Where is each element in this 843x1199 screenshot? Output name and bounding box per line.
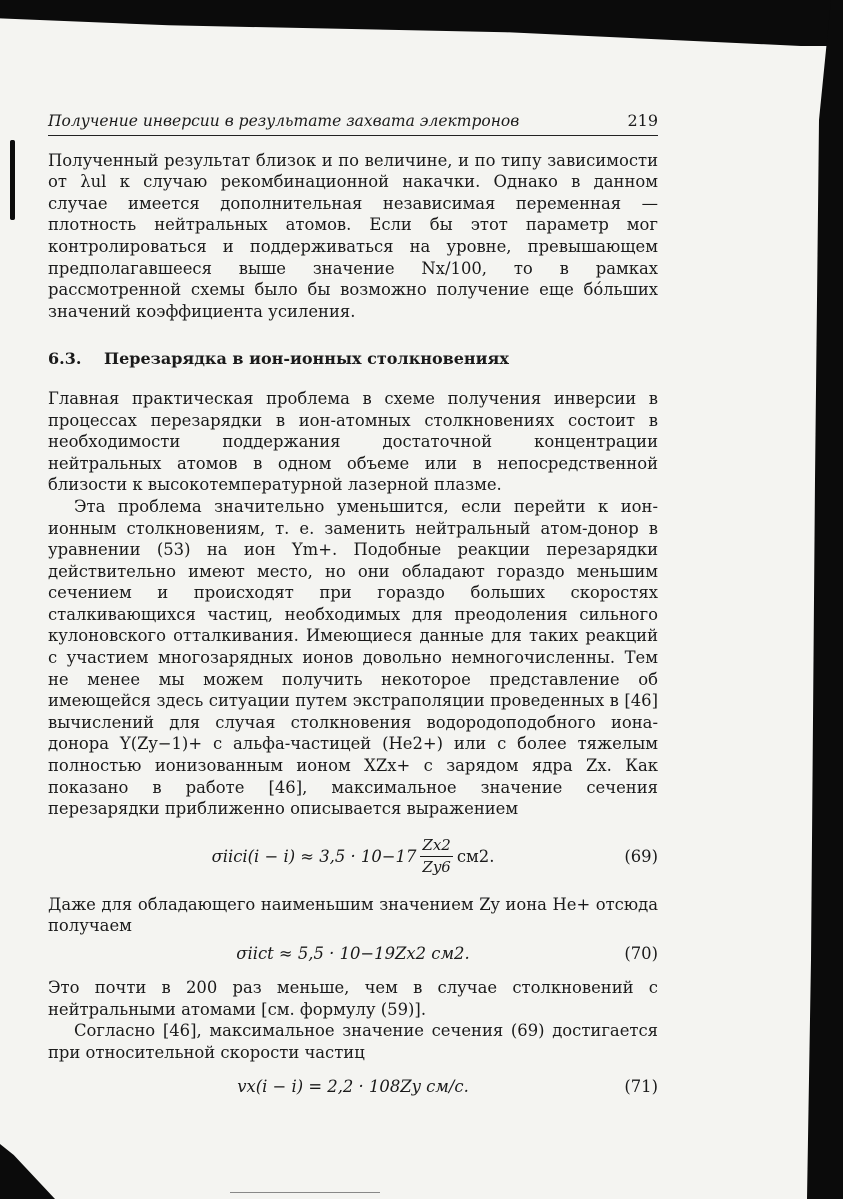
section-number: 6.3. (48, 349, 82, 369)
paragraph-2: Главная практическая проблема в схеме получения инверсии в процессах перезарядки в ион-атомных столкновениях состоит в необходимости поддержания достаточной концентрации нейтральных атомов в одном объеме или в непосредственной близости к высокотемпературной лазерной плазме. (48, 388, 658, 495)
eq69-fraction (420, 835, 452, 879)
paragraph-1: Полученный результат близок и по величине, и по типу зависимости от λul к случаю рекомбинационной накачки. Однако в данном случае имеется дополнительная независимая переменная — плотность нейтральных атомов. Если бы этот параметр мог контролироваться и поддерживаться на уровне, превышающем предполагавшееся выше значение Nx/100, то в рамках рассмотренной схемы было бы возможно получение еще бóльших значений коэффициента усиления. (48, 150, 658, 321)
eq69-numerator: Zx2 (420, 835, 452, 858)
running-head-title: Получение инверсии в результате захвата электронов (48, 112, 520, 130)
scan-corner-bottom-left (0, 1144, 55, 1199)
scan-bottom-line (230, 1192, 380, 1193)
eq70-body: σiict ≈ 5,5 · 10−19Zx2 см2. (236, 944, 470, 964)
paragraph-5: Это почти в 200 раз меньше, чем в случае столкновений с нейтральными атомами [см. формулу (59)]. (48, 978, 658, 1019)
eq69-unit: см2. (456, 847, 495, 867)
equation-71 (48, 1069, 658, 1103)
equation-70 (48, 939, 658, 969)
scan-edge-right (803, 0, 843, 1199)
eq69-lhs: σiici(i − i) ≈ 3,5 · 10−17 (211, 847, 417, 867)
equation-69 (48, 828, 658, 886)
book-page (48, 110, 658, 1103)
paragraph-6: Согласно [46], максимальное значение сечения (69) достигается при относительной скорости частиц (48, 1021, 658, 1062)
page-number: 219 (627, 111, 658, 130)
paragraph-4: Даже для обладающего наименьшим значением Zy иона He+ отсюда получаем (48, 894, 658, 936)
scan-edge-top (0, 0, 843, 46)
running-head (48, 110, 658, 136)
section-heading (48, 348, 658, 370)
eq71-body: vx(i − i) = 2,2 · 108Zy см/с. (237, 1076, 469, 1096)
eq70-number: (70) (624, 944, 658, 964)
section-title: Перезарядка в ион-ионных столкновениях (104, 349, 509, 369)
eq69-number: (69) (624, 847, 658, 867)
eq69-denominator: Zy6 (422, 858, 451, 877)
eq71-number: (71) (624, 1076, 658, 1096)
paragraph-3: Эта проблема значительно уменьшится, если перейти к ион-ионным столкновениям, т. е. заменить нейтральный атом-донор в уравнении (53) на ион Ym+. Подобные реакции перезарядки действительно имеют место, но они обладают гораздо меньшим сечением и происходят при гораздо больших скоростях сталкивающихся частиц, необходимых для преодоления сильного кулоновского отталкивания. Имеющиеся данные для таких реакций с участием многозарядных ионов довольно немногочисленны. Тем не менее мы можем получить некоторое представление об имеющейся здесь ситуации путем экстраполяции проведенных в [46] вычислений для случая столкновения водородоподобного иона-донора Y(Zy−1)+ с альфа-частицей (He2+) или с более тяжелым полностью ионизованным ионом XZx+ с зарядом ядра Zx. Как показано в работе [46], максимальное значение сечения перезарядки приближенно описывается выражением (48, 496, 658, 819)
scan-mark-left (10, 140, 15, 220)
